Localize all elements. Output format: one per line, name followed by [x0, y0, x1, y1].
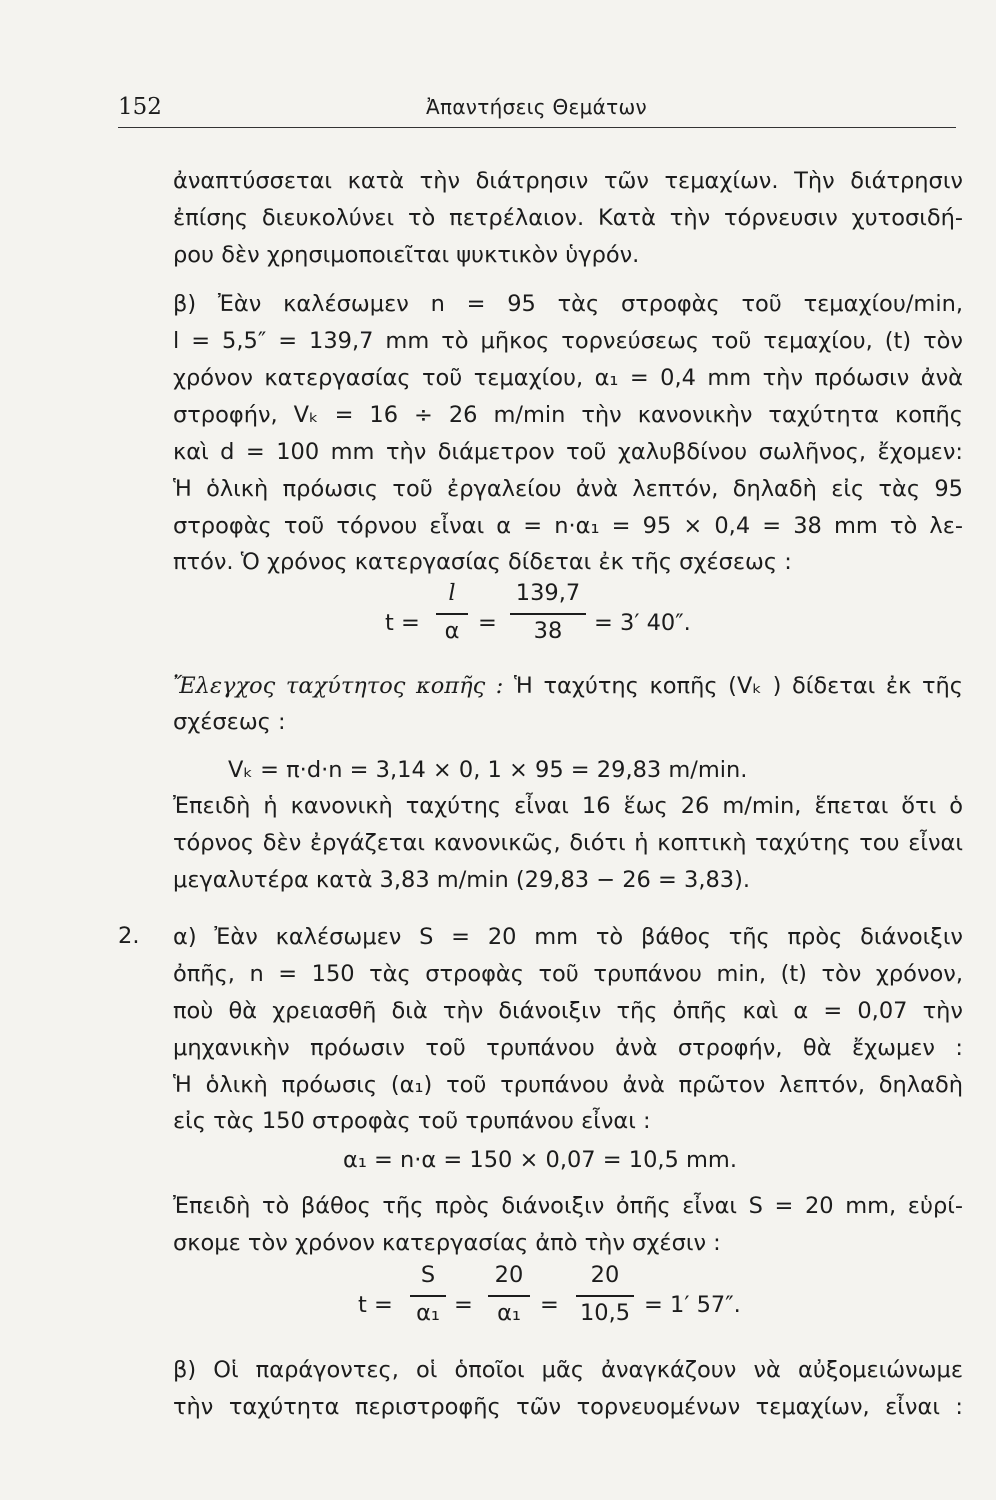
text-line: ρου δὲν χρησιμοποιεῖται ψυκτικὸν ὑγρόν. — [173, 242, 640, 268]
text-line: καὶ d = 100 mm τὴν διάμετρον τοῦ χαλυβδίνου σωλῆνος, ἔχομεν: — [173, 439, 963, 465]
eq-sign: = — [478, 610, 497, 636]
text-line: ἐπίσης διευκολύνει τὸ πετρέλαιον. Κατὰ τὴν τόρνευσιν χυτοσιδή- — [173, 205, 963, 231]
text-line: μηχανικὴν πρόωσιν τοῦ τρυπάνου ἀνὰ στροφήν, θὰ ἔχωμεν : — [173, 1035, 963, 1061]
fraction-bar — [576, 1295, 634, 1297]
fraction-bar — [488, 1295, 530, 1297]
text-line: ὀπῆς, n = 150 τὰς στροφὰς τοῦ τρυπάνου min, (t) τὸν χρόνον, — [173, 961, 963, 987]
running-header — [118, 94, 958, 126]
text-line: τόρνος δὲν ἐργάζεται κανονικῶς, διότι ἡ κοπτικὴ ταχύτης του εἶναι — [173, 830, 963, 856]
fraction-value — [510, 580, 586, 650]
fraction-numerator: S — [420, 1262, 436, 1288]
equation-total-feed: α₁ = n·α = 150 × 0,07 = 10,5 mm. — [343, 1147, 738, 1173]
fraction-bar — [410, 1295, 446, 1297]
text-line: στροφὰς τοῦ τόρνου εἶναι α = n·α₁ = 95 × 0,4 = 38 mm τὸ λε- — [173, 513, 963, 539]
fraction-denominator: α₁ — [416, 1300, 440, 1326]
text-line: στροφήν, Vₖ = 16 ÷ 26 m/min τὴν κανονικὴν ταχύτητα κοπῆς — [173, 402, 963, 428]
text-line: β) Ἐὰν καλέσωμεν n = 95 τὰς στροφὰς τοῦ τεμαχίου/min, — [173, 291, 963, 317]
fraction-denominator: α — [444, 618, 460, 644]
fraction-bar — [510, 613, 586, 615]
text-line: β) Οἱ παράγοντες, οἱ ὁποῖοι μᾶς ἀναγκάζουν νὰ αὐξομειώνωμε — [173, 1357, 963, 1383]
text-line: χρόνον κατεργασίας τοῦ τεμαχίου, α₁ = 0,4 mm τὴν πρόωσιν ἀνὰ — [173, 365, 963, 391]
text-span: Ἡ ταχύτης κοπῆς (Vₖ ) δίδεται ἐκ τῆς — [503, 673, 963, 699]
text-line: Ἡ ὁλικὴ πρόωσις (α₁) τοῦ τρυπάνου ἀνὰ πρῶτον λεπτόν, δηλαδὴ — [173, 1072, 963, 1098]
page-number: 152 — [118, 94, 162, 120]
text-line: εἰς τὰς 150 στροφὰς τοῦ τρυπάνου εἶναι : — [173, 1108, 651, 1134]
text-line: Ἡ ὁλικὴ πρόωσις τοῦ ἐργαλείου ἀνὰ λεπτόν, δηλαδὴ εἰς τὰς 95 — [173, 476, 963, 502]
text-line — [173, 672, 963, 700]
eq-lhs: t = — [358, 1292, 393, 1318]
text-line: σχέσεως : — [173, 709, 286, 735]
fraction-numerator: 20 — [494, 1262, 524, 1288]
eq-sign: = — [454, 1292, 473, 1318]
fraction-bar — [436, 613, 468, 615]
text-line: πτόν. Ὁ χρόνος κατεργασίας δίδεται ἐκ τῆς σχέσεως : — [173, 549, 792, 575]
fraction-s-over-a1 — [410, 1262, 446, 1334]
text-line: ποὺ θὰ χρειασθῆ διὰ τὴν διάνοιξιν τῆς ὀπῆς καὶ α = 0,07 τὴν — [173, 998, 963, 1024]
fraction-denominator: 38 — [533, 618, 563, 644]
eq-sign: = — [540, 1292, 559, 1318]
running-title: Ἀπαντήσεις Θεμάτων — [426, 95, 647, 119]
text-line: Ἐπειδὴ ἡ κανονικὴ ταχύτης εἶναι 16 ἕως 26 m/min, ἕπεται ὅτι ὁ — [173, 793, 963, 819]
fraction-denominator: α₁ — [497, 1300, 521, 1326]
eq-lhs: t = — [385, 610, 420, 636]
equation-cutting-speed: Vₖ = π·d·n = 3,14 × 0, 1 × 95 = 29,83 m/min. — [228, 757, 748, 783]
item-number: 2. — [118, 923, 140, 949]
text-line: l = 5,5″ = 139,7 mm τὸ μῆκος τορνεύσεως τοῦ τεμαχίου, (t) τὸν — [173, 328, 963, 354]
text-line: Ἐπειδὴ τὸ βάθος τῆς πρὸς διάνοιξιν ὀπῆς εἶναι S = 20 mm, εὑρί- — [173, 1193, 963, 1219]
fraction-numerator: l — [448, 580, 456, 606]
text-line: ἀναπτύσσεται κατὰ τὴν διάτρησιν τῶν τεμαχίων. Τὴν διάτρησιν — [173, 168, 963, 194]
text-line: τὴν ταχύτητα περιστροφῆς τῶν τορνευομένων τεμαχίων, εἶναι : — [173, 1394, 963, 1420]
fraction-20-over-10-5 — [576, 1262, 634, 1334]
text-line: α) Ἐὰν καλέσωμεν S = 20 mm τὸ βάθος τῆς πρὸς διάνοιξιν — [173, 924, 963, 950]
fraction-numerator: 139,7 — [515, 580, 581, 606]
fraction-20-over-a1 — [488, 1262, 530, 1334]
text-line: σκομε τὸν χρόνον κατεργασίας ἀπὸ τὴν σχέσιν : — [173, 1230, 721, 1256]
eq-result: = 3′ 40″. — [594, 610, 691, 636]
fraction-l-over-a — [436, 580, 468, 650]
eq-result: = 1′ 57″. — [644, 1292, 741, 1318]
text-line: μεγαλυτέρα κατὰ 3,83 m/min (29,83 − 26 = 3,83). — [173, 867, 751, 893]
italic-heading: Ἔλεγχος ταχύτητος κοπῆς : — [173, 673, 504, 699]
fraction-denominator: 10,5 — [579, 1300, 631, 1326]
header-rule — [118, 127, 956, 128]
fraction-numerator: 20 — [590, 1262, 620, 1288]
